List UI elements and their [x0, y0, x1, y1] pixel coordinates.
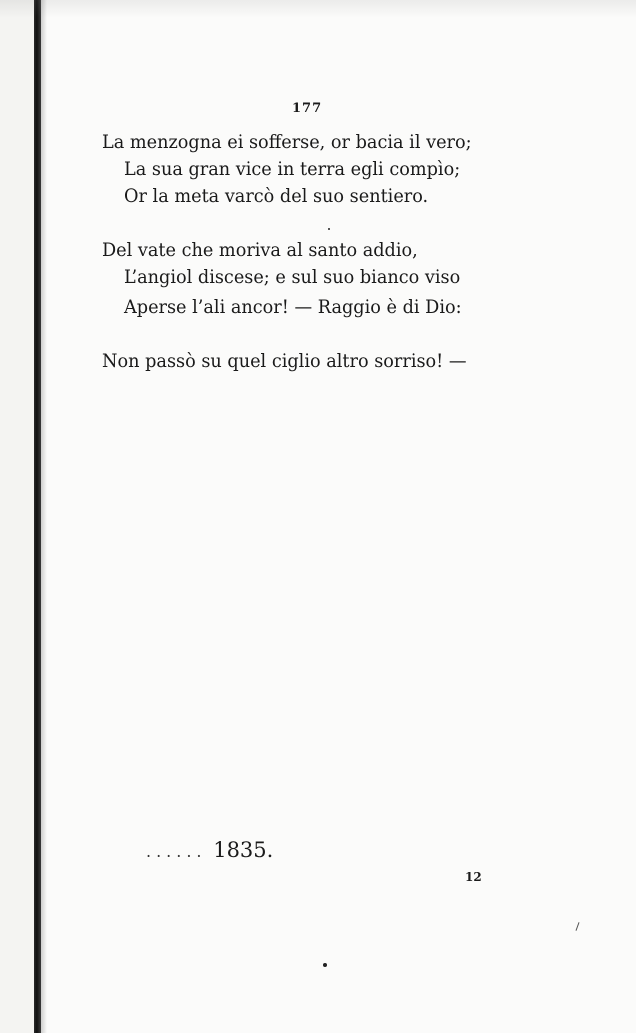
- poem-line: Non passò su quel ciglio altro sorriso! —: [102, 350, 467, 372]
- poem-line: Aperse l’ali ancor! — Raggio è di Dio:: [124, 296, 462, 318]
- poem-line: Or la meta varcò del suo sentiero.: [124, 185, 429, 207]
- poem-line: La menzogna ei sofferse, or bacia il vero;: [102, 131, 472, 153]
- poem-date: [146, 838, 273, 862]
- date-year: 1835.: [213, 838, 274, 862]
- ink-speck: [575, 922, 579, 931]
- page-number: 177: [292, 101, 323, 116]
- poem-line: La sua gran vice in terra egli compìo;: [124, 158, 461, 180]
- poem-line: L’angiol discese; e sul suo bianco viso: [124, 266, 461, 288]
- top-edge-smudge: [0, 0, 636, 18]
- page-left-margin: [0, 0, 34, 1033]
- signature-mark: 12: [465, 870, 482, 884]
- binding-shadow: [41, 0, 47, 1033]
- ink-speck: [328, 228, 330, 230]
- date-leader-dots: ......: [146, 842, 207, 861]
- ink-speck: [323, 963, 327, 967]
- book-binding-edge: [34, 0, 41, 1033]
- poem-line: Del vate che moriva al santo addio,: [102, 239, 418, 261]
